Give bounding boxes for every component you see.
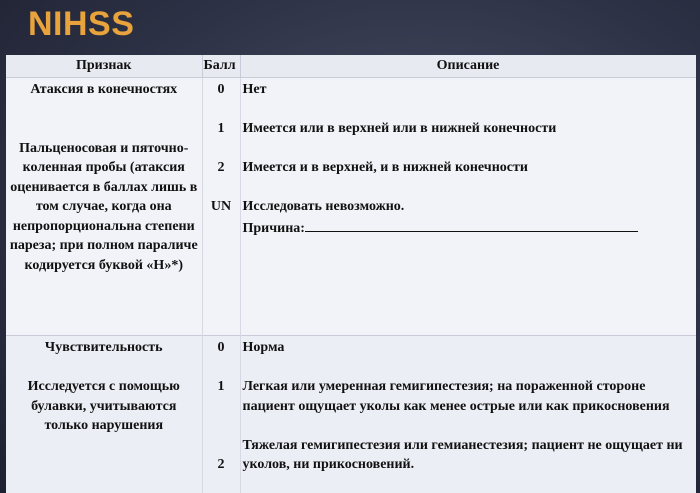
table-row — [6, 336, 696, 493]
sign-cell — [6, 336, 202, 493]
score-value: 1 — [217, 121, 225, 136]
score-value: 2 — [217, 457, 225, 472]
nihss-table — [6, 55, 696, 493]
score-description: Легкая или умеренная гемигипестезия; на пораженной стороне пациент ощущает уколы как менее острые или как прикосновения — [242, 379, 670, 414]
score-value: 0 — [217, 340, 225, 355]
reason-blank — [305, 217, 638, 232]
header-sign: Признак — [6, 55, 202, 78]
sign-note: Пальценосовая и пяточно-коленная пробы (атаксия оценивается в баллах лишь в том случае, когда она непропорциональна степени пареза; при полном параличе кодируется буквой «Н»*) — [9, 140, 198, 273]
sign-name: Чувствительность — [44, 340, 163, 355]
reason-label: Причина: — [242, 220, 305, 236]
score-cell — [202, 78, 240, 336]
score-description: Нет — [242, 82, 267, 97]
page-title: NIHSS — [28, 5, 135, 43]
description-cell — [240, 78, 696, 336]
score-value: 0 — [217, 82, 225, 97]
table-header-row — [6, 55, 696, 78]
description-cell — [240, 336, 696, 493]
score-description: Имеется или в верхней или в нижней конечности — [242, 121, 557, 136]
score-description: Имеется и в верхней, и в нижней конечности — [242, 160, 528, 175]
sign-note: Исследуется с помощью булавки, учитываются только нарушения — [27, 379, 180, 433]
table-row — [6, 78, 696, 336]
header-description: Описание — [240, 55, 696, 78]
score-description: Тяжелая гемигипестезия или гемианестезия; пациент не ощущает ни уколов, ни прикосновений. — [242, 437, 683, 472]
sign-name: Атаксия в конечностях — [30, 82, 178, 97]
score-value: UN — [210, 199, 232, 214]
header-score: Балл — [202, 55, 240, 78]
score-value: 1 — [217, 379, 225, 394]
score-description: Норма — [242, 340, 285, 355]
score-cell — [202, 336, 240, 493]
reason-line — [243, 217, 696, 239]
score-value: 2 — [217, 160, 225, 175]
score-description: Исследовать невозможно. — [242, 199, 405, 214]
sign-cell — [6, 78, 202, 336]
